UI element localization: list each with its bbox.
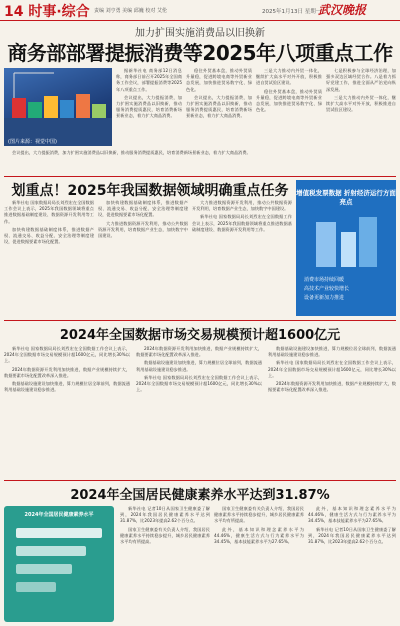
story2-title: 划重点！2025年我国数据领域明确重点任务 bbox=[11, 183, 289, 199]
divider-1 bbox=[4, 176, 396, 177]
photo-caption: (图片来源：视觉中国) bbox=[8, 139, 57, 145]
top-story-col1: 据新华社电 商务部12日消息称，商务部日前召开2025年全国商务工作会议，部署提振消费等2025年八项重点工作。 会议提出，大力提振消费，加力扩围实施消费品以旧换新，推动服务消费提质惠民，培育消费新场景新业态，着力扩大商品消费。 bbox=[116, 68, 182, 119]
top-story-col4: 七是积极参与全球经济治理，加强多双边区域经贸合作。八是着力抓好党建工作，推进全面从严治党向纵深发展。 三是大力推动内外贸一体化，继续扩大高水平对外开放，积极推进自贸试验区建设。 bbox=[326, 68, 396, 113]
dock-scene-icon bbox=[4, 68, 112, 146]
story2-infobox bbox=[296, 180, 396, 316]
story4-col2: 国家卫生健康委有关负责人介绍，我国居民健康素养水平持续稳步提升，城乡居民健康素养水平均有所提高。 此外，基本知识和理念素养水平为44.46%，健康生活方式与行为素养水平为34.45%，基本技能素养水平为27.65%。 bbox=[214, 506, 304, 545]
issue-date: 2025年1月13日 星期一 bbox=[262, 9, 322, 15]
infobox-item-3: 设备更新加力推进 bbox=[304, 295, 345, 301]
infobox-title: 增值税发票数据 折射经济运行方面亮点 bbox=[296, 189, 396, 206]
section-title: 14 时事·综合 bbox=[4, 4, 90, 20]
story3-col3: 数据基础设施建设加快推进，算力规模位居全球前列，数据流通利用基础设施建设稳步推进。 新华社电 国家数据局局长刘烈宏在全国数据工作会议上表示，2024年全国数据市场交易规模预计超1600亿元，同比增长30%以上。 2024年数据资源开发利用加快推进，数据产业规模持续扩大，数据要素市场化配置改革深入推进。 bbox=[268, 346, 396, 393]
infobox-item-1: 消费市场持续回暖 bbox=[304, 277, 345, 283]
chart-title: 2024年全国居民健康素养水平 bbox=[24, 512, 94, 518]
story4-chart-box bbox=[4, 506, 114, 622]
story4-col3: 此外，基本知识和理念素养水平为44.46%，健康生活方式与行为素养水平为34.45%，基本技能素养水平为27.65%。 新华社电 记者10日从国家卫生健康委了解到，2024年我国居民健康素养水平达到31.87%，比2023年提高2.62个百分点。 bbox=[308, 506, 396, 545]
story4-col1: 新华社电 记者10日从国家卫生健康委了解到，2024年我国居民健康素养水平达到31.87%，比2023年提高2.62个百分点。 国家卫生健康委有关负责人介绍，我国居民健康素养水平持续稳步提升，城乡居民健康素养水平均有所提高。 bbox=[120, 506, 210, 545]
top-story-title: 商务部部署提振消费等2025年八项重点工作 bbox=[7, 41, 393, 65]
editors-line: 责编 刘亨勇 美编 邱巍 校对 艾伦 bbox=[94, 8, 167, 14]
divider-2 bbox=[4, 320, 396, 321]
health-chart-icon bbox=[4, 518, 114, 614]
page-header bbox=[0, 0, 400, 21]
top-story-kicker: 加力扩围实施消费品以旧换新 bbox=[135, 28, 265, 39]
story2-col2: 加快构建数据基础制度体系，推进数据产权、流通交易、收益分配、安全治理等制度建设，促进数据要素市场化配置。 大力推进数据资源开发利用，推动公共数据资源开发利用，培育数据产业生态，加快数字中国建设。 bbox=[98, 200, 188, 239]
story4-title: 2024年全国居民健康素养水平达到31.87% bbox=[70, 488, 330, 503]
story2-col3: 大力推进数据资源开发利用，推动公共数据资源开发利用，培育数据产业生态，加快数字中国建设。 新华社电 国家数据局局长刘烈宏在全国数据工作会议上表示，2025年我国数据领域将重点推进数据基础制度建设、数据资源开发利用等工作。 bbox=[192, 200, 292, 232]
infobox-item-2: 高技术产业较快增长 bbox=[304, 286, 350, 292]
story3-col1: 新华社电 国家数据局局长刘烈宏在全国数据工作会议上表示，2024年全国数据市场交易规模预计超1600亿元，同比增长30%以上。 2024年数据资源开发利用加快推进，数据产业规模持续扩大，数据要素市场化配置改革深入推进。 数据基础设施建设加快推进，算力规模位居全球前列，数据流通利用基础设施建设稳步推进。 bbox=[4, 346, 130, 393]
story2-col1: 新华社电 国家数据局局长刘烈宏在全国数据工作会议上表示，2025年我国数据领域将重点推进数据基础制度建设、数据资源开发利用等工作。 加快构建数据基础制度体系，推进数据产权、流通交易、收益分配、安全治理等制度建设，促进数据要素市场化配置。 bbox=[4, 200, 94, 245]
infobox-building-icon bbox=[296, 212, 396, 272]
top-story-col3: 三是大力推动内外贸一体化，继续扩大高水平对外开放，积极推进自贸试验区建设。 稳住外贸基本盘，推动外贸质升量稳，促进跨境电商等外贸新业态发展，加快推进贸易数字化、绿色化。 bbox=[256, 68, 322, 113]
top-story-col2: 稳住外贸基本盘，推动外贸质升量稳，促进跨境电商等外贸新业态发展，加快推进贸易数字化、绿色化。 会议提出，大力提振消费，加力扩围实施消费品以旧换新，推动服务消费提质惠民，培育消费新场景新业态，着力扩大商品消费。 bbox=[186, 68, 252, 119]
story3-col2: 2024年数据资源开发利用加快推进，数据产业规模持续扩大，数据要素市场化配置改革深入推进。 数据基础设施建设加快推进，算力规模位居全球前列，数据流通利用基础设施建设稳步推进。 新华社电 国家数据局局长刘烈宏在全国数据工作会议上表示，2024年全国数据市场交易规模预计超1600亿元，同比增长30%以上。 bbox=[136, 346, 262, 393]
story3-title: 2024年全国数据市场交易规模预计超1600亿元 bbox=[59, 328, 341, 343]
newspaper-logo: 武汉晚报 bbox=[318, 3, 367, 17]
top-story-photo bbox=[4, 68, 112, 146]
divider-3 bbox=[4, 480, 396, 481]
top-story-bottom-text: 会议提出，大力提振消费，加力扩围实施消费品以旧换新，推动服务消费提质惠民，培育消费新场景新业态，着力扩大商品消费。 bbox=[12, 150, 251, 155]
